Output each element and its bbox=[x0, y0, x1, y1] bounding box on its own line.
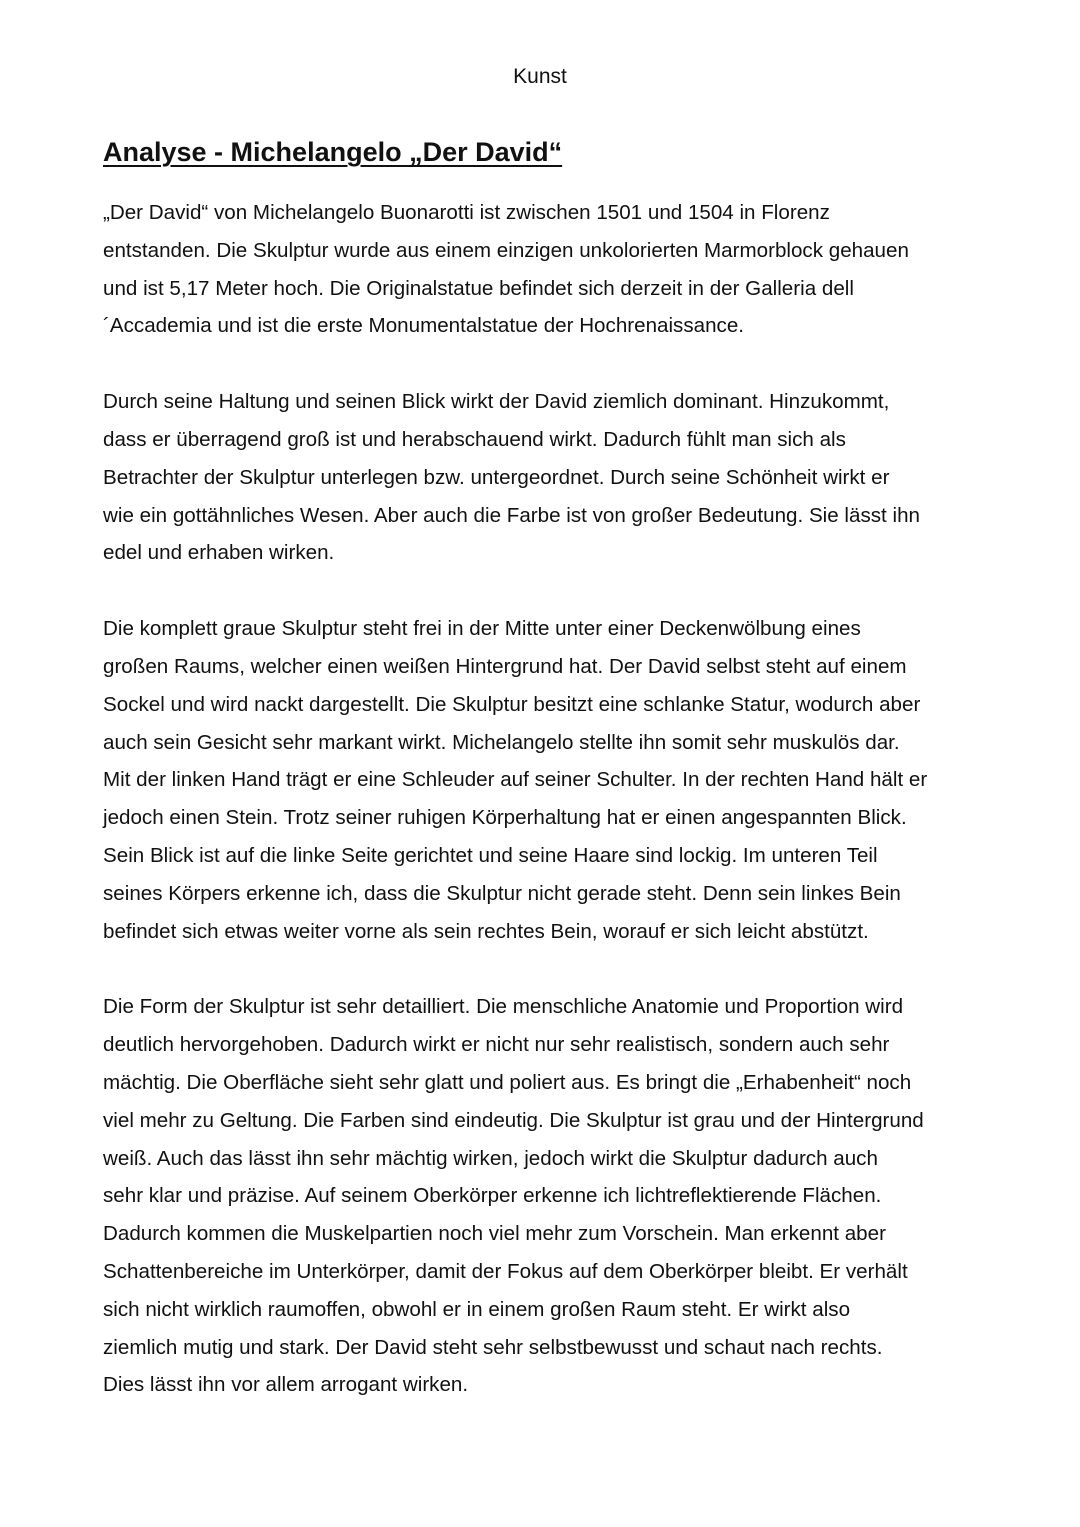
document-body bbox=[103, 194, 983, 1442]
paragraph-line: Sockel und wird nackt dargestellt. Die Skulptur besitzt eine schlanke Statur, wodurch aber bbox=[103, 692, 921, 716]
paragraph-line: mächtig. Die Oberfläche sieht sehr glatt und poliert aus. Es bringt die „Erhabenheit“ noch bbox=[103, 1070, 912, 1094]
paragraph-line: edel und erhaben wirken. bbox=[103, 541, 335, 565]
paragraph-line: „Der David“ von Michelangelo Buonarotti ist zwischen 1501 und 1504 in Florenz bbox=[103, 201, 830, 224]
paragraph-line: sich nicht wirklich raumoffen, obwohl er in einem großen Raum steht. Er wirkt also bbox=[103, 1297, 851, 1321]
document-title: Analyse - Michelangelo „Der David“ bbox=[103, 137, 563, 167]
paragraph-3 bbox=[103, 610, 983, 950]
paragraph-line: befindet sich etwas weiter vorne als sein rechtes Bein, worauf er sich leicht abstützt. bbox=[103, 919, 869, 943]
paragraph-line: seines Körpers erkenne ich, dass die Skulptur nicht gerade steht. Denn sein linkes Bein bbox=[103, 881, 901, 905]
paragraph-line: sehr klar und präzise. Auf seinem Oberkörper erkenne ich lichtreflektierende Flächen. bbox=[103, 1184, 882, 1208]
paragraph-line: und ist 5,17 Meter hoch. Die Originalstatue befindet sich derzeit in der Galleria dell bbox=[103, 276, 854, 300]
paragraph-line: ´Accademia und ist die erste Monumentalstatue der Hochrenaissance. bbox=[103, 314, 745, 338]
paragraph-line: weiß. Auch das lässt ihn sehr mächtig wirken, jedoch wirkt die Skulptur dadurch auch bbox=[103, 1146, 878, 1170]
paragraph-line: viel mehr zu Geltung. Die Farben sind eindeutig. Die Skulptur ist grau und der Hintergrund bbox=[103, 1108, 924, 1132]
paragraph-line: wie ein gottähnliches Wesen. Aber auch die Farbe ist von großer Bedeutung. Sie lässt ihn bbox=[103, 503, 920, 527]
paragraph-line: Schattenbereiche im Unterkörper, damit der Fokus auf dem Oberkörper bleibt. Er verhält bbox=[103, 1259, 908, 1283]
paragraph-line: Sein Blick ist auf die linke Seite gerichtet und seine Haare sind lockig. Im unteren Teil bbox=[103, 843, 878, 867]
subject-header: Kunst bbox=[513, 65, 567, 88]
paragraph-line: Die Form der Skulptur ist sehr detailliert. Die menschliche Anatomie und Proportion wird bbox=[103, 995, 904, 1019]
paragraph-line: Durch seine Haltung und seinen Blick wirkt der David ziemlich dominant. Hinzukommt, bbox=[103, 390, 890, 414]
paragraph-1 bbox=[103, 194, 983, 345]
paragraph-line: Betrachter der Skulptur unterlegen bzw. untergeordnet. Durch seine Schönheit wirkt er bbox=[103, 465, 890, 489]
paragraph-line: dass er überragend groß ist und herabschauend wirkt. Dadurch fühlt man sich als bbox=[103, 427, 846, 451]
paragraph-line: ziemlich mutig und stark. Der David steht sehr selbstbewusst und schaut nach rechts. bbox=[103, 1335, 883, 1359]
paragraph-line: Dies lässt ihn vor allem arrogant wirken. bbox=[103, 1373, 469, 1397]
paragraph-line: Mit der linken Hand trägt er eine Schleuder auf seiner Schulter. In der rechten Hand hält er bbox=[103, 768, 928, 792]
paragraph-line: großen Raums, welcher einen weißen Hintergrund hat. Der David selbst steht auf einem bbox=[103, 654, 907, 678]
paragraph-4 bbox=[103, 988, 983, 1404]
paragraph-2 bbox=[103, 383, 983, 572]
paragraph-line: deutlich hervorgehoben. Dadurch wirkt er nicht nur sehr realistisch, sondern auch sehr bbox=[103, 1033, 890, 1057]
paragraph-line: jedoch einen Stein. Trotz seiner ruhigen Körperhaltung hat er einen angespannten Blick. bbox=[103, 806, 907, 830]
paragraph-line: Die komplett graue Skulptur steht frei in der Mitte unter einer Deckenwölbung eines bbox=[103, 617, 861, 641]
paragraph-line: auch sein Gesicht sehr markant wirkt. Michelangelo stellte ihn somit sehr muskulös dar. bbox=[103, 730, 900, 754]
paragraph-line: Dadurch kommen die Muskelpartien noch viel mehr zum Vorschein. Man erkennt aber bbox=[103, 1222, 886, 1246]
paragraph-line: entstanden. Die Skulptur wurde aus einem einzigen unkolorierten Marmorblock gehauen bbox=[103, 238, 909, 262]
